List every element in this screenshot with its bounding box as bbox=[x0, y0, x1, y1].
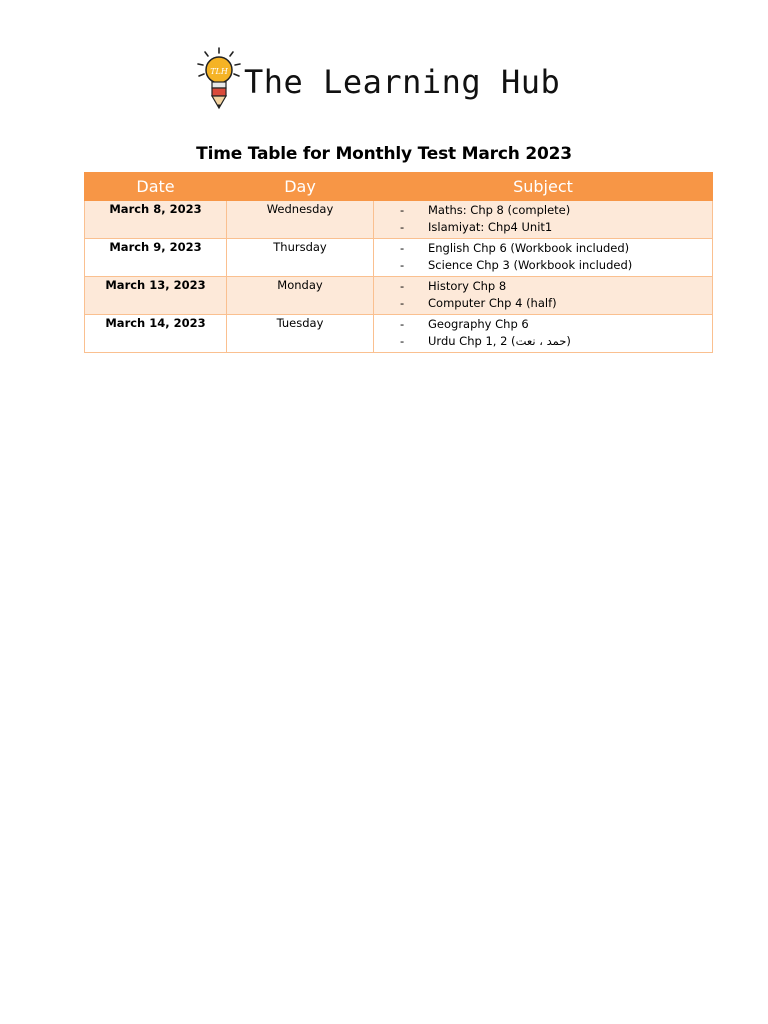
subject-text: Science Chp 3 (Workbook included) bbox=[428, 258, 633, 272]
table-row bbox=[85, 315, 713, 353]
subject-text: Urdu Chp 1, 2 (حمد ، نعت) bbox=[428, 334, 571, 348]
column-header-date: Date bbox=[85, 173, 227, 201]
timetable bbox=[84, 172, 713, 353]
table-row bbox=[85, 277, 713, 315]
page-header bbox=[196, 44, 560, 114]
date-cell: March 8, 2023 bbox=[85, 201, 227, 239]
bullet-dash: - bbox=[400, 279, 405, 293]
subject-text: Computer Chp 4 (half) bbox=[428, 296, 557, 310]
bullet-dash: - bbox=[400, 241, 405, 255]
subject-text: History Chp 8 bbox=[428, 279, 507, 293]
subject-cell bbox=[374, 277, 713, 315]
list-item bbox=[400, 295, 708, 312]
subject-text: Islamiyat: Chp4 Unit1 bbox=[428, 220, 553, 234]
day-cell: Wednesday bbox=[227, 201, 374, 239]
list-item bbox=[400, 316, 708, 333]
subject-cell bbox=[374, 239, 713, 277]
day-cell: Tuesday bbox=[227, 315, 374, 353]
subject-text: English Chp 6 (Workbook included) bbox=[428, 241, 630, 255]
bullet-dash: - bbox=[400, 220, 405, 234]
date-cell: March 13, 2023 bbox=[85, 277, 227, 315]
list-item bbox=[400, 219, 708, 236]
svg-text:TLH: TLH bbox=[210, 67, 228, 76]
column-header-subject: Subject bbox=[374, 173, 713, 201]
list-item bbox=[400, 202, 708, 219]
day-cell: Thursday bbox=[227, 239, 374, 277]
day-cell: Monday bbox=[227, 277, 374, 315]
brand-name: The Learning Hub bbox=[244, 63, 561, 101]
list-item bbox=[400, 240, 708, 257]
subject-cell bbox=[374, 201, 713, 239]
date-cell: March 9, 2023 bbox=[85, 239, 227, 277]
bullet-dash: - bbox=[400, 317, 405, 331]
subject-text: Maths: Chp 8 (complete) bbox=[428, 203, 571, 217]
list-item bbox=[400, 278, 708, 295]
date-cell: March 14, 2023 bbox=[85, 315, 227, 353]
list-item bbox=[400, 333, 708, 350]
bullet-dash: - bbox=[400, 334, 405, 348]
table-header-row bbox=[85, 173, 713, 201]
subject-cell bbox=[374, 315, 713, 353]
bullet-dash: - bbox=[400, 296, 405, 310]
bullet-dash: - bbox=[400, 258, 405, 272]
list-item bbox=[400, 257, 708, 274]
column-header-day: Day bbox=[227, 173, 374, 201]
table-row bbox=[85, 201, 713, 239]
page-title: Time Table for Monthly Test March 2023 bbox=[196, 144, 572, 164]
bullet-dash: - bbox=[400, 203, 405, 217]
table-row bbox=[85, 239, 713, 277]
subject-text: Geography Chp 6 bbox=[428, 317, 529, 331]
lightbulb-pencil-logo-icon bbox=[196, 46, 242, 112]
